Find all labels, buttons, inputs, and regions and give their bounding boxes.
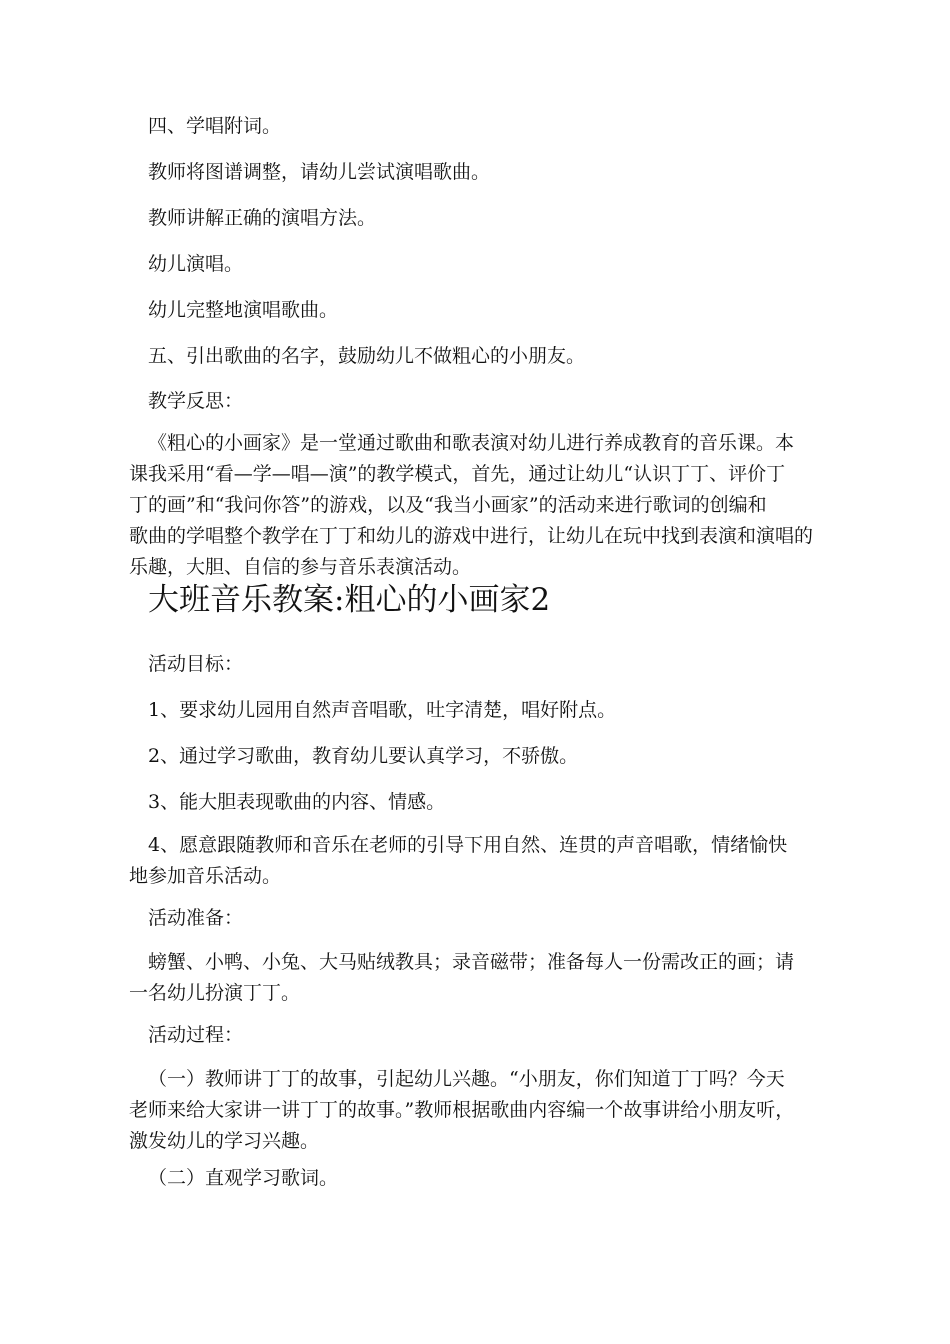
step4-line-2: 教师讲解正确的演唱方法。	[148, 207, 377, 229]
reflection-line-3: 丁的画”和“我问你答”的游戏，以及“我当小画家”的活动来进行歌词的创编和	[129, 494, 767, 516]
process-title: 活动过程：	[148, 1024, 244, 1046]
step4-line-4: 幼儿完整地演唱歌曲。	[148, 299, 339, 321]
prep-line-2: 一名幼儿扮演丁丁。	[129, 982, 301, 1004]
process-step-1-line-2: 老师来给大家讲一讲丁丁的故事。”教师根据歌曲内容编一个故事讲给小朋友听，	[129, 1099, 795, 1121]
reflection-paragraph	[129, 428, 840, 583]
step4-line-1: 教师将图谱调整，请幼儿尝试演唱歌曲。	[148, 161, 491, 183]
section-heading: 大班音乐教案:粗心的小画家2	[148, 582, 551, 618]
process-step-1-line-3: 激发幼儿的学习兴趣。	[129, 1130, 320, 1152]
prep-title: 活动准备：	[148, 907, 244, 929]
process-step-1	[129, 1064, 840, 1157]
step5-title: 五、引出歌曲的名字，鼓励幼儿不做粗心的小朋友。	[148, 345, 586, 367]
goal-1: 1、要求幼儿园用自然声音唱歌，吐字清楚，唱好附点。	[148, 699, 617, 721]
process-step-1-line-1: （一）教师讲丁丁的故事，引起幼儿兴趣。“小朋友，你们知道丁丁吗？今天	[148, 1068, 785, 1090]
goal-4-line-2: 地参加音乐活动。	[129, 865, 282, 887]
reflection-title: 教学反思：	[148, 390, 244, 412]
goal-4-line-1: 4、愿意跟随教师和音乐在老师的引导下用自然、连贯的声音唱歌，情绪愉快	[148, 834, 788, 856]
goal-3: 3、能大胆表现歌曲的内容、情感。	[148, 791, 446, 813]
goal-2: 2、通过学习歌曲，教育幼儿要认真学习，不骄傲。	[148, 745, 579, 767]
reflection-line-2: 课我采用“看—学—唱—演”的教学模式，首先，通过让幼儿“认识丁丁、评价丁	[129, 463, 786, 485]
prep-line-1: 螃蟹、小鸭、小兔、大马贴绒教具；录音磁带；准备每人一份需改正的画；请	[148, 951, 795, 973]
goals-title: 活动目标：	[148, 653, 244, 675]
reflection-line-5: 乐趣，大胆、自信的参与音乐表演活动。	[129, 556, 472, 578]
goal-4	[129, 830, 840, 892]
step4-line-3: 幼儿演唱。	[148, 253, 244, 275]
process-step-2: （二）直观学习歌词。	[148, 1167, 339, 1189]
reflection-line-4: 歌曲的学唱整个教学在丁丁和幼儿的游戏中进行，让幼儿在玩中找到表演和演唱的	[129, 525, 814, 547]
reflection-line-1: 《粗心的小画家》是一堂通过歌曲和歌表演对幼儿进行养成教育的音乐课。本	[148, 432, 795, 454]
step4-title: 四、学唱附词。	[148, 115, 282, 137]
prep-paragraph	[129, 947, 840, 1009]
